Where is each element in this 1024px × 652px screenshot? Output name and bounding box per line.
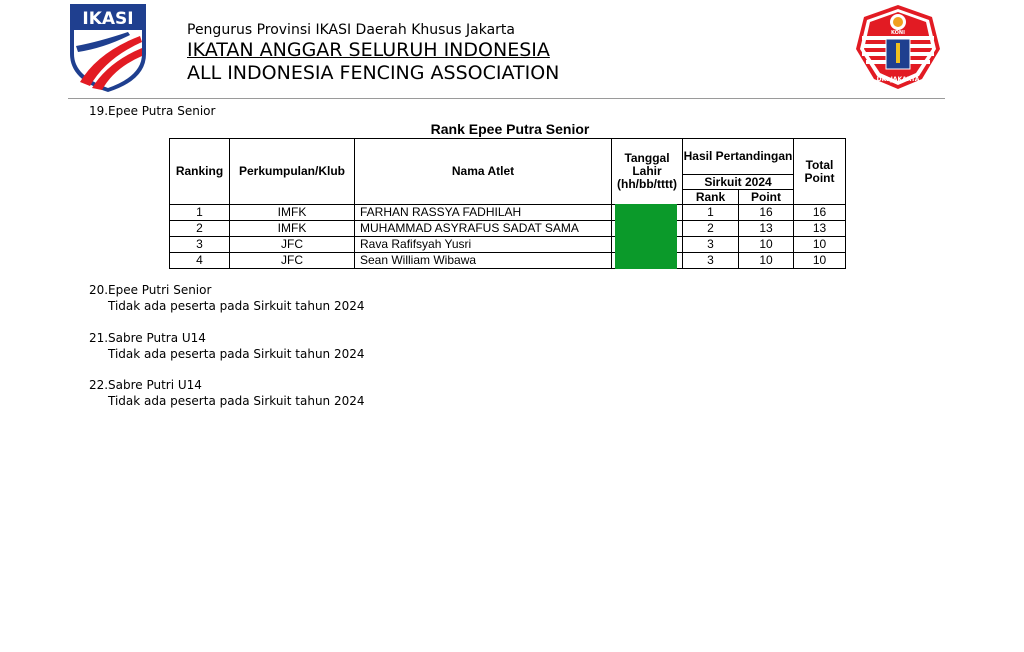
section-note: Tidak ada peserta pada Sirkuit tahun 2024 xyxy=(108,347,365,361)
section-title: Epee Putri Senior xyxy=(108,283,212,297)
header-rank: Rank xyxy=(683,190,739,205)
cell-club: JFC xyxy=(230,237,355,253)
table-row xyxy=(170,237,846,253)
section-title: Epee Putra Senior xyxy=(108,104,216,118)
letterhead xyxy=(187,21,559,85)
cell-rank: 1 xyxy=(683,205,739,221)
cell-ranking: 3 xyxy=(170,237,230,253)
table-title: Rank Epee Putra Senior xyxy=(430,121,590,137)
header-athlete-name: Nama Atlet xyxy=(355,139,612,205)
cell-club: IMFK xyxy=(230,205,355,221)
section-note: Tidak ada peserta pada Sirkuit tahun 2024 xyxy=(108,394,365,408)
section-20 xyxy=(89,282,365,314)
cell-total-point: 10 xyxy=(794,237,846,253)
cell-birth-date-redacted xyxy=(612,253,683,269)
ikasi-logo xyxy=(68,2,148,94)
section-19 xyxy=(89,103,215,119)
header-birth-date: Tanggal Lahir (hh/bb/tttt) xyxy=(612,139,683,205)
section-title: Sabre Putri U14 xyxy=(108,378,202,392)
section-number: 20. xyxy=(89,283,109,297)
section-number: 22. xyxy=(89,378,109,392)
section-21 xyxy=(89,330,365,362)
header-point: Point xyxy=(739,190,794,205)
cell-point: 10 xyxy=(739,237,794,253)
svg-text:KONI: KONI xyxy=(891,30,905,36)
cell-total-point: 10 xyxy=(794,253,846,269)
cell-birth-date-redacted xyxy=(612,205,683,221)
header-ranking: Ranking xyxy=(170,139,230,205)
section-number: 19. xyxy=(89,104,109,118)
cell-total-point: 13 xyxy=(794,221,846,237)
cell-athlete-name: FARHAN RASSYA FADHILAH xyxy=(355,205,612,221)
header-divider xyxy=(68,98,945,99)
section-note: Tidak ada peserta pada Sirkuit tahun 2024 xyxy=(108,299,365,313)
header-club: Perkumpulan/Klub xyxy=(230,139,355,205)
letterhead-line-2: IKATAN ANGGAR SELURUH INDONESIA xyxy=(187,39,550,61)
header-match-results: Hasil Pertandingan xyxy=(683,139,794,175)
header-circuit: Sirkuit 2024 xyxy=(683,175,794,190)
cell-club: JFC xyxy=(230,253,355,269)
section-number: 21. xyxy=(89,331,109,345)
rank-table xyxy=(169,138,846,269)
cell-total-point: 16 xyxy=(794,205,846,221)
cell-club: IMFK xyxy=(230,221,355,237)
cell-birth-date-redacted xyxy=(612,221,683,237)
svg-text:IKASI: IKASI xyxy=(82,9,134,29)
table-row xyxy=(170,221,846,237)
table-row xyxy=(170,205,846,221)
cell-athlete-name: Sean William Wibawa xyxy=(355,253,612,269)
letterhead-line-1: Pengurus Provinsi IKASI Daerah Khusus Jakarta xyxy=(187,22,516,38)
cell-athlete-name: MUHAMMAD ASYRAFUS SADAT SAMA xyxy=(355,221,612,237)
cell-athlete-name: Rava Rafifsyah Yusri xyxy=(355,237,612,253)
koni-dki-logo xyxy=(852,3,944,91)
letterhead-line-3: ALL INDONESIA FENCING ASSOCIATION xyxy=(187,62,560,84)
cell-point: 13 xyxy=(739,221,794,237)
cell-rank: 3 xyxy=(683,253,739,269)
cell-rank: 2 xyxy=(683,221,739,237)
cell-point: 10 xyxy=(739,253,794,269)
cell-point: 16 xyxy=(739,205,794,221)
cell-birth-date-redacted xyxy=(612,237,683,253)
cell-rank: 3 xyxy=(683,237,739,253)
table-row xyxy=(170,253,846,269)
section-22 xyxy=(89,377,365,409)
cell-ranking: 1 xyxy=(170,205,230,221)
header-total-point: Total Point xyxy=(794,139,846,205)
cell-ranking: 2 xyxy=(170,221,230,237)
cell-ranking: 4 xyxy=(170,253,230,269)
svg-text:DKI JAKARTA: DKI JAKARTA xyxy=(876,76,920,83)
section-title: Sabre Putra U14 xyxy=(108,331,206,345)
